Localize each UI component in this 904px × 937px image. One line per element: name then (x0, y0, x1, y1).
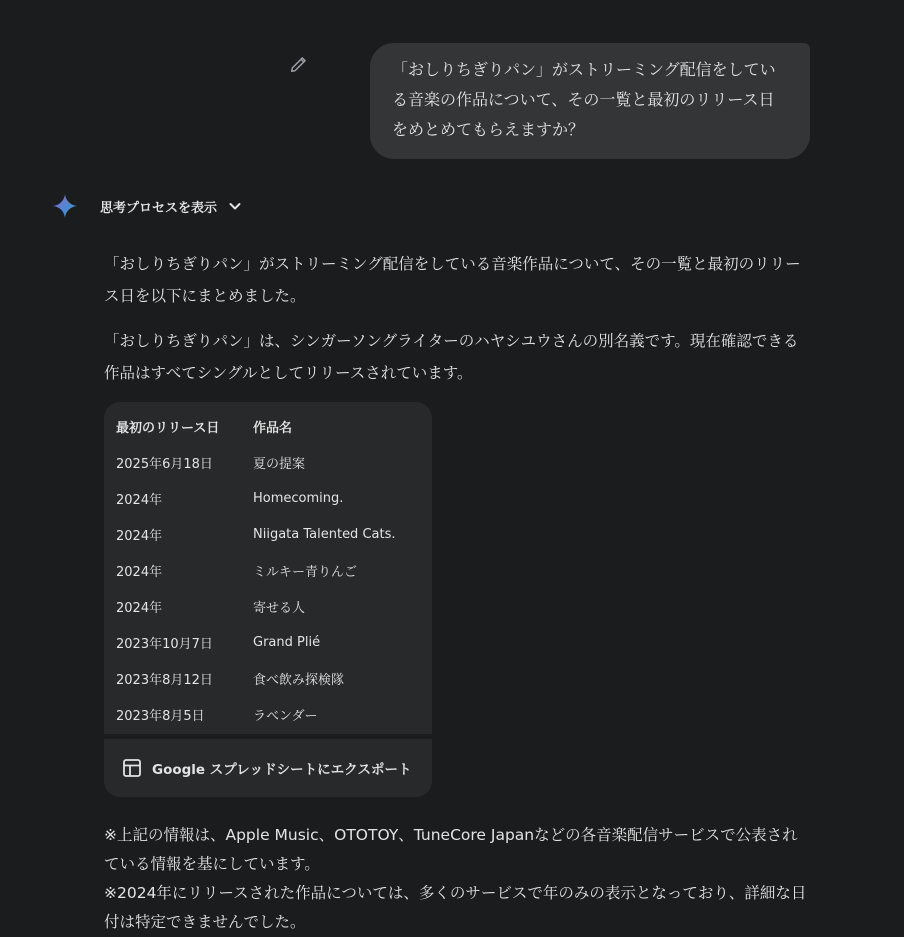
release-date-cell: 2024年 (116, 600, 163, 616)
title-cell: Grand Plié (253, 634, 321, 650)
title-cell: 食べ飲み探検隊 (253, 672, 345, 688)
table-row (104, 516, 432, 552)
export-to-sheets-button[interactable] (104, 739, 432, 797)
release-date-cell: 2025年6月18日 (116, 456, 213, 472)
table-row (104, 660, 432, 696)
model-response (104, 248, 809, 937)
title-cell: ラベンダー (253, 708, 318, 724)
table-row (104, 444, 432, 480)
release-table (104, 402, 432, 734)
note-line: ※2024年にリリースされた作品については、多くのサービスで年のみの表示となっており、詳細な日付は特定できませんでした。 (104, 884, 807, 931)
table-row (104, 552, 432, 588)
table-row (104, 624, 432, 660)
table-row (104, 588, 432, 624)
release-date-cell: 2024年 (116, 492, 163, 508)
gemini-sparkle-icon (52, 193, 78, 219)
title-cell: Niigata Talented Cats. (253, 526, 396, 542)
show-thinking-toggle[interactable] (100, 197, 243, 216)
title-cell: Homecoming. (253, 490, 344, 506)
note-line: ※上記の情報は、Apple Music、OTOTOY、TuneCore Japanなどの各音楽配信サービスで公表されている情報を基にしています。 (104, 826, 798, 873)
show-thinking-label: 思考プロセスを表示 (100, 200, 218, 216)
pencil-icon[interactable] (288, 53, 310, 75)
release-date-cell: 2023年8月12日 (116, 672, 213, 688)
release-date-cell: 2024年 (116, 528, 163, 544)
table-row (104, 696, 432, 732)
response-notes (104, 821, 809, 937)
response-paragraph: 「おしりちぎりパン」がストリーミング配信をしている音楽作品について、その一覧と最初のリリース日を以下にまとめました。 (104, 255, 801, 305)
response-paragraph: 「おしりちぎりパン」は、シンガーソングライターのハヤシユウさんの別名義です。現在確認できる作品はすべてシングルとしてリリースされています。 (104, 332, 799, 382)
user-message-bubble: 「おしりちぎりパン」がストリーミング配信をしている音楽の作品について、その一覧と最初のリリース日をめとめてもらえますか？ (370, 43, 810, 159)
title-cell: ミルキー青りんご (253, 564, 358, 580)
title-cell: 夏の提案 (253, 456, 306, 472)
title-cell: 寄せる人 (253, 600, 306, 616)
chevron-down-icon (227, 198, 243, 214)
column-header-title: 作品名 (253, 420, 293, 436)
release-date-cell: 2023年10月7日 (116, 636, 213, 652)
table-row (104, 480, 432, 516)
model-response-header (52, 193, 243, 219)
user-message-row (288, 43, 810, 159)
table-header-row (104, 408, 432, 444)
spreadsheet-icon (122, 758, 142, 778)
column-header-release-date: 最初のリリース日 (116, 420, 220, 436)
export-label: Google スプレッドシートにエクスポート (152, 762, 412, 778)
release-date-cell: 2023年8月5日 (116, 708, 205, 724)
release-date-cell: 2024年 (116, 564, 163, 580)
